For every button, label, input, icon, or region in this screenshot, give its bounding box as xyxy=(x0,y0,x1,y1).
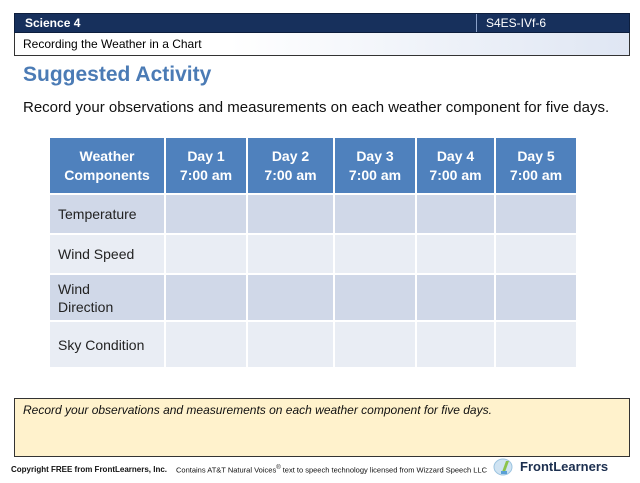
table-row xyxy=(49,321,577,368)
subtitle-bar xyxy=(14,33,630,56)
table-cell[interactable] xyxy=(334,274,416,321)
table-cell[interactable] xyxy=(334,234,416,274)
table-cell[interactable] xyxy=(165,321,247,368)
header-line: Day 1 xyxy=(187,147,225,164)
table-cell[interactable] xyxy=(416,274,495,321)
header-line: 7:00 am xyxy=(179,166,233,183)
subject-label: Science 4 xyxy=(25,16,81,30)
table-cell[interactable] xyxy=(495,321,577,368)
header-day-2 xyxy=(247,137,334,194)
row-label-line: Wind xyxy=(58,280,90,297)
voices-prefix: Contains AT&T Natural Voices xyxy=(176,465,277,475)
header-line: 7:00 am xyxy=(348,166,402,183)
header-weather-components xyxy=(49,137,165,194)
table-row xyxy=(49,194,577,234)
header-line: Weather xyxy=(79,147,135,164)
header-line: 7:00 am xyxy=(429,166,482,183)
table-cell[interactable] xyxy=(247,234,334,274)
notes-box xyxy=(14,398,630,457)
table-cell[interactable] xyxy=(247,321,334,368)
registered-mark: ® xyxy=(276,465,281,471)
table-cell[interactable] xyxy=(165,274,247,321)
row-label-wind-speed: Wind Speed xyxy=(49,234,165,274)
frontlearners-logo xyxy=(493,456,633,478)
table-cell[interactable] xyxy=(495,274,577,321)
page-title: Suggested Activity xyxy=(23,63,212,86)
header-line: Day 3 xyxy=(356,147,394,164)
table-cell[interactable] xyxy=(416,321,495,368)
table-cell[interactable] xyxy=(247,274,334,321)
logo-mark-icon xyxy=(493,456,517,478)
header-line: Day 2 xyxy=(271,147,310,164)
header-day-1 xyxy=(165,137,247,194)
competency-code: S4ES-IVf-6 xyxy=(486,16,547,30)
header-line: 7:00 am xyxy=(509,166,563,183)
header-bar xyxy=(14,13,630,33)
voices-suffix: text to speech technology licensed from Wizzard Speech LLC xyxy=(280,465,487,475)
table-cell[interactable] xyxy=(334,194,416,234)
footer-voices xyxy=(176,465,487,475)
table-cell[interactable] xyxy=(334,321,416,368)
table-header-row xyxy=(49,137,577,194)
table-cell[interactable] xyxy=(416,234,495,274)
table-cell[interactable] xyxy=(165,234,247,274)
table-cell[interactable] xyxy=(416,194,495,234)
row-label-sky-condition: Sky Condition xyxy=(49,321,165,368)
table-cell[interactable] xyxy=(247,194,334,234)
instruction-text: Record your observations and measurements on each weather component for five days. xyxy=(23,99,610,116)
header-day-3 xyxy=(334,137,416,194)
table-row xyxy=(49,234,577,274)
table-cell[interactable] xyxy=(495,194,577,234)
footer-copyright: Copyright FREE from FrontLearners, Inc. xyxy=(11,465,168,474)
weather-chart-table xyxy=(48,136,578,369)
header-line: Components xyxy=(64,166,150,183)
header-line: Day 4 xyxy=(436,147,475,164)
row-label-line: Direction xyxy=(58,298,114,315)
header-day-4 xyxy=(416,137,495,194)
header-line: Day 5 xyxy=(517,147,555,164)
row-label-temperature: Temperature xyxy=(49,194,165,234)
header-line: 7:00 am xyxy=(264,166,317,183)
lesson-subtitle: Recording the Weather in a Chart xyxy=(23,37,202,51)
row-label-wind-direction xyxy=(49,274,165,321)
table-cell[interactable] xyxy=(495,234,577,274)
notes-text: Record your observations and measurements on each weather component for five days. xyxy=(23,403,492,417)
header-day-5 xyxy=(495,137,577,194)
code-box xyxy=(476,14,630,32)
table-cell[interactable] xyxy=(165,194,247,234)
table-row xyxy=(49,274,577,321)
logo-text: FrontLearners xyxy=(520,459,609,474)
